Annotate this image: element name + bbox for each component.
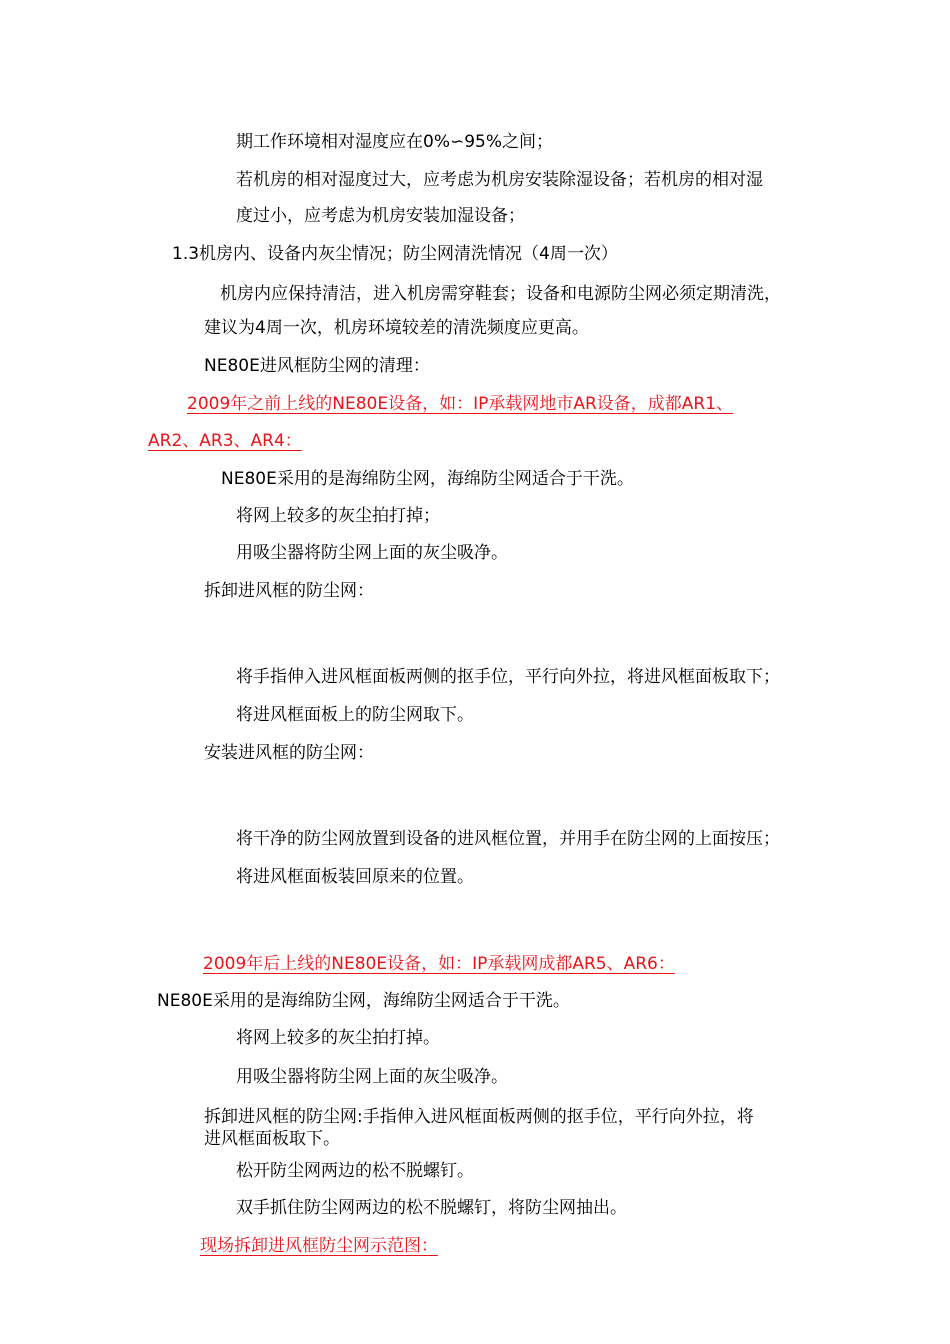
- humidity-low-line: 度过小，应考虑为机房安装加湿设备；: [236, 206, 525, 226]
- demo-figure-caption: 现场拆卸进风框防尘网示范图：: [200, 1236, 438, 1256]
- step-pull-panel: 将手指伸入进风框面板两侧的抠手位，平行向外拉，将进风框面板取下；: [236, 667, 780, 687]
- step-pull-out-filter: 双手抓住防尘网两边的松不脱螺钉，将防尘网抽出。: [236, 1198, 627, 1218]
- pre-2009-devices-heading-line-1: 2009年之前上线的NE80E设备，如：IP承载网地市AR设备，成都AR1、: [187, 394, 734, 414]
- sponge-filter-note-2: NE80E采用的是海绵防尘网，海绵防尘网适合于干洗。: [157, 991, 570, 1011]
- step-remove-filter: 将进风框面板上的防尘网取下。: [236, 705, 474, 725]
- remove-filter-step-line-1: 拆卸进风框的防尘网:手指伸入进风框面板两侧的抠手位，平行向外拉，将: [204, 1107, 754, 1127]
- remove-filter-step-line-2: 进风框面板取下。: [204, 1129, 340, 1149]
- step-place-filter: 将干净的防尘网放置到设备的进风框位置，并用手在防尘网的上面按压；: [236, 829, 780, 849]
- section-heading-1-3: 1.3机房内、设备内灰尘情况；防尘网清洗情况（4周一次）: [172, 244, 618, 264]
- pre-2009-devices-heading-line-2: AR2、AR3、AR4：: [148, 431, 302, 451]
- step-vacuum-dust-2: 用吸尘器将防尘网上面的灰尘吸净。: [236, 1067, 508, 1087]
- step-reinstall-panel: 将进风框面板装回原来的位置。: [236, 867, 474, 887]
- step-loosen-screws: 松开防尘网两边的松不脱螺钉。: [236, 1161, 474, 1181]
- install-filter-heading: 安装进风框的防尘网：: [204, 743, 374, 763]
- humidity-range-line: 期工作环境相对湿度应在0%∽95%之间；: [236, 132, 553, 152]
- sponge-filter-note: NE80E采用的是海绵防尘网，海绵防尘网适合于干洗。: [221, 469, 634, 489]
- cleaning-paragraph-line-1: 机房内应保持清洁，进入机房需穿鞋套；设备和电源防尘网必须定期清洗，: [220, 284, 781, 304]
- step-vacuum-dust: 用吸尘器将防尘网上面的灰尘吸净。: [236, 543, 508, 563]
- step-pat-dust-2: 将网上较多的灰尘拍打掉。: [236, 1028, 440, 1048]
- ne80e-cleaning-heading: NE80E进风框防尘网的清理：: [204, 356, 430, 376]
- post-2009-devices-heading: 2009年后上线的NE80E设备，如：IP承载网成都AR5、AR6：: [203, 954, 675, 974]
- humidity-high-line: 若机房的相对湿度过大，应考虑为机房安装除湿设备；若机房的相对湿: [236, 170, 763, 190]
- remove-filter-heading: 拆卸进风框的防尘网：: [204, 581, 374, 601]
- step-pat-dust: 将网上较多的灰尘拍打掉；: [236, 506, 440, 526]
- cleaning-paragraph-line-2: 建议为4周一次，机房环境较差的清洗频度应更高。: [204, 318, 589, 338]
